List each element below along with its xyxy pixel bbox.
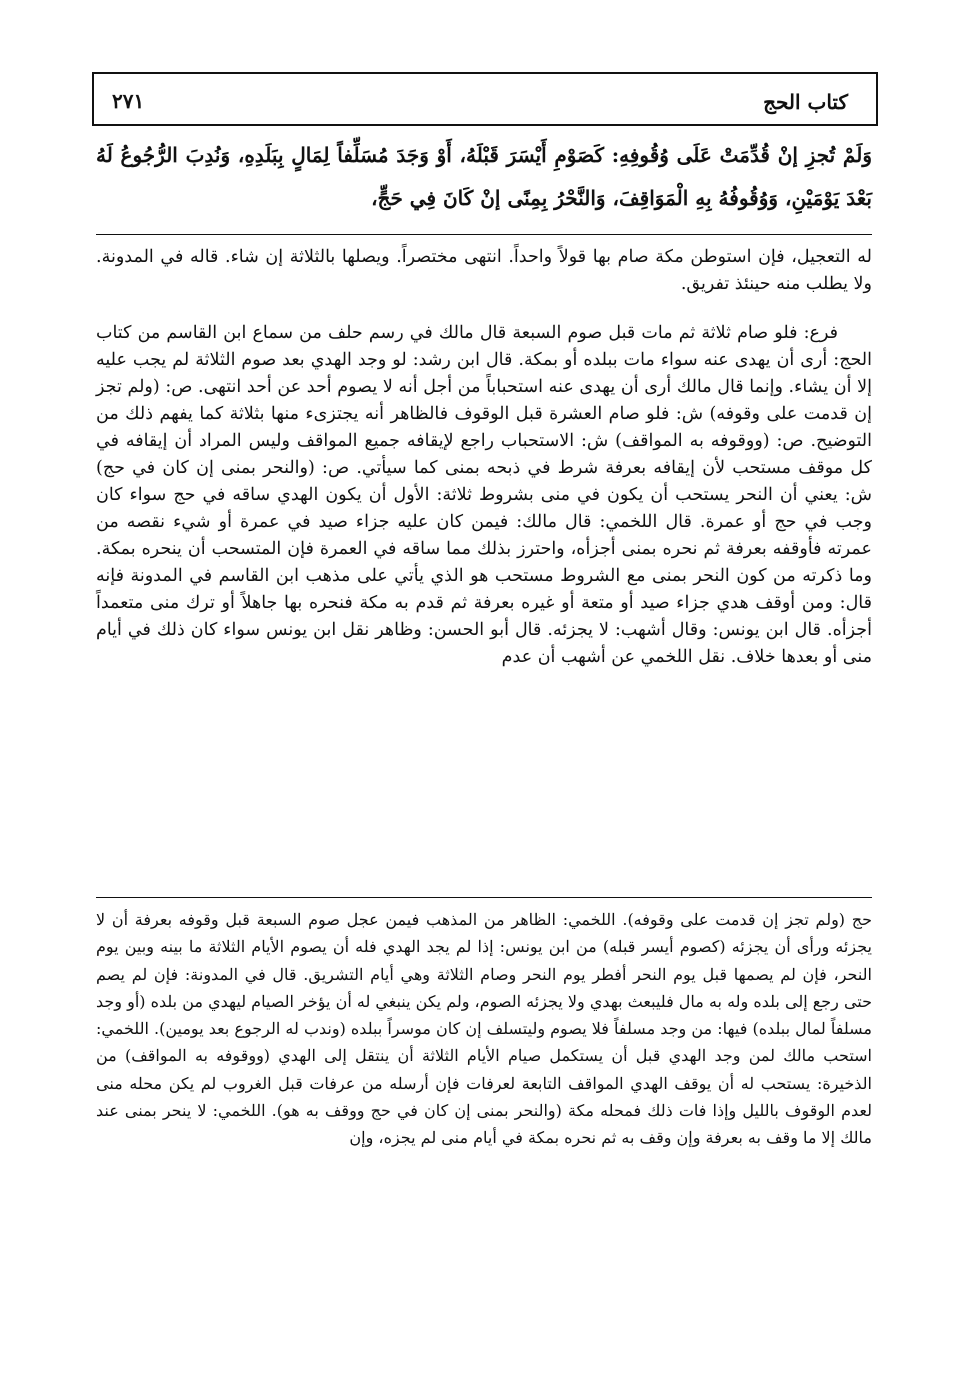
commentary-paragraph: له التعجيل، فإن استوطن مكة صام بها قولاً واحداً. انتهى مختصراً. ويصلها بالثلاثة إن شاء. قاله في المدونة. ولا يطلب منه حينئذ تفريق. [96,247,872,294]
footnote-divider [96,897,872,898]
main-text-divider [96,234,872,235]
commentary-paragraph: فرع: فلو صام ثلاثة ثم مات قبل صوم السبعة قال مالك في رسم حلف من سماع ابن القاسم من كتاب الحج: أرى أن يهدى عنه سواء مات ببلده أو بمكة. قال ابن رشد: لو وجد الهدي بعد صوم الثلاثة لم يجب عليه إلا أن يشاء. وإنما قال مالك أرى أن يهدى عنه استحباباً من أجل أنه لا يصوم أحد عن أحد انتهى. ص: (ولم تجز إن قدمت على وقوفه) ش: فلو صام العشرة قبل الوقوف فالظاهر أنه يجتزىء منها بثلاثة كما يفهم ذلك من التوضيح. ص: (ووقوفه به المواقف) ش: الاستحباب راجع لإيقافه جميع المواقف وليس المراد أن إيقافه في كل موقف مستحب لأن إيقافه بعرفة شرط في ذبحه بمنى كما سيأتي. ص: (والنحر بمنى إن كان في حج) ش: يعني أن النحر يستحب أن يكون في منى بشروط ثلاثة: الأول أن يكون الهدي ساقه في حج سواء كان وجب في حج أو عمرة. قال اللخمي: قال مالك: فيمن كان عليه جزاء صيد في عمرة أو شيء نقصه من عمرته فأوقفه بعرفة ثم نحره بمنى أجزأه، واحترز بذلك مما ساقه في العمرة فإن المتسحب أن ينحره بمكة. وما ذكرته من كون النحر بمنى مع الشروط مستحب هو الذي يأتي على مذهب ابن القاسم في المدونة فإنه قال: ومن أوقف هدي جزاء صيد أو متعة أو غيره بعرفة ثم قدم به مكة فنحره بها جاهلاً أو ترك منى متعمداً أجزأه. قال ابن يونس: وقال أشهب: لا يجزئه. قال أبو الحسن: وظاهر نقل ابن يونس سواء كان ذلك في أيام منى أو بعدها خلاف. نقل اللخمي عن أشهب أن عدم [96,323,872,667]
book-title: كتاب الحج [763,90,848,114]
footnotes: حج (ولم تجز إن قدمت على وقوفه). اللخمي: الظاهر من المذهب فيمن عجل صوم السبعة قبل وقوفه بعرفة أن لا يجزئه ورأى أن يجزئه (كصوم أيسر قبله) من ابن يونس: إذا لم يجد الهدي فله أن يصوم الأيام الثلاثة ما بينه وبين يوم النحر، فإن لم يصمها قبل يوم النحر أفطر يوم النحر وصام الثلاثة وهي أيام التشريق. قال في المدونة: فإن لم يصم حتى رجع إلى بلده وله به مال فليبعث بهدي ولا يجزئه الصوم، ولم يكن ينبغي له أن يؤخر الصيام ليهدي من بلده (أو وجد مسلفاً لمال ببلده) فيها: من وجد مسلفاً فلا يصوم وليتسلف إن كان موسراً ببلده (وندب له الرجوع بعد يومين). اللخمي: استحب مالك لمن وجد الهدي قبل أن يستكمل صيام الأيام الثلاثة أن ينتقل إلى الهدي (ووقوفه به المواقف) من الذخيرة: يستحب له أن يوقف الهدي المواقف التابعة لعرفات فإن أرسله من عرفات قبل الغروب لم يكن محله منى لعدم الوقوف بالليل وإذا فات ذلك فمحله مكة (والنحر بمنى إن كان في حج ووقف به هو). اللخمي: لا ينحر بمنى عند مالك إلا ما وقف به بعرفة وإن وقف به ثم نحره بمكة في أيام منى لم يجزه، وإن [96,910,873,1148]
commentary [96,244,872,671]
page-number: ٢٧١ [112,89,145,113]
page-header [92,72,878,126]
main-text: وَلَمْ تُجزِ إنْ قُدِّمَتْ عَلَى وُقُوفِهِ: كَصَوْمِ أَيْسَرَ قَبْلَهُ، أَوْ وَجَدَ مُسَلِّفاً لِمَالٍ بِبَلَدِهِ، وَنُدِبَ الرُّجُوعُ لَهُ بَعْدَ يَوْمَيْنِ، وَوُقُوفُهُ بِهِ الْمَوَاقِفَ، وَالنَّحْرُ بِمِنًى إنْ كَانَ فِي حَجٍّ، [96,143,872,210]
